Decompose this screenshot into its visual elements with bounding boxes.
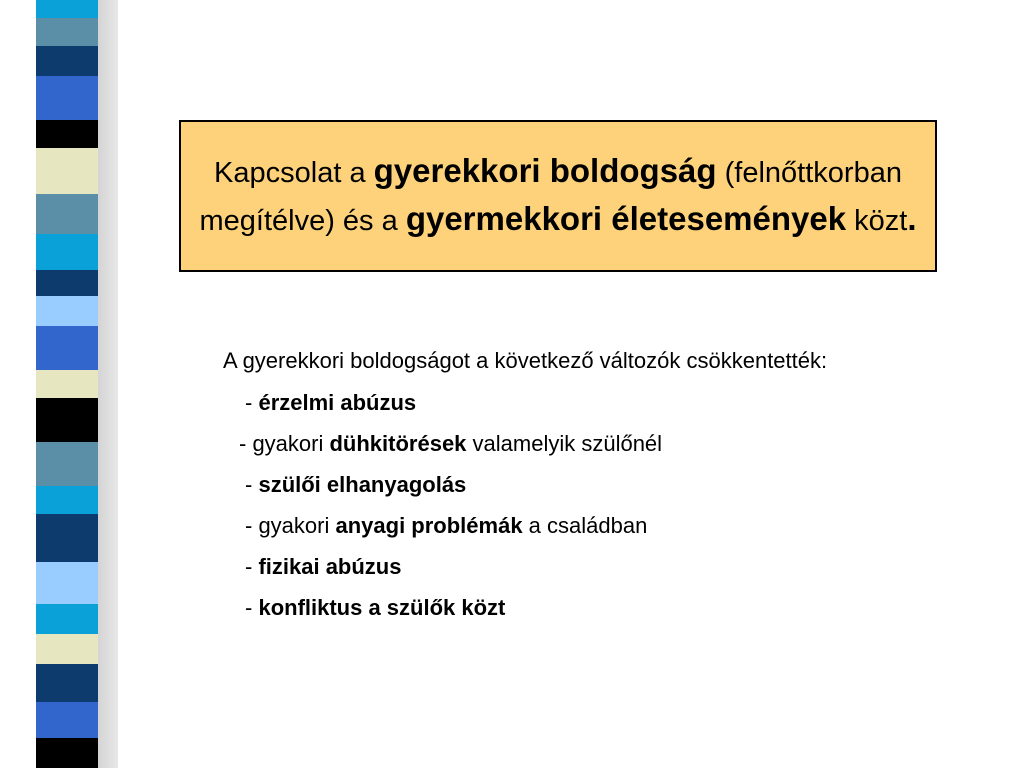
- list-item: [223, 505, 923, 546]
- list-item: [223, 546, 923, 587]
- title-part3: közt: [846, 205, 908, 237]
- item-bold: dühkitörések: [329, 431, 467, 456]
- title-bold1: gyerekkori boldogság: [373, 152, 717, 189]
- list-item: [223, 382, 923, 423]
- title-box: [179, 120, 937, 272]
- item-prefix: -: [245, 554, 259, 579]
- intro-text: A gyerekkori boldogságot a következő változók csökkentették:: [223, 348, 828, 373]
- item-prefix: - gyakori: [245, 513, 336, 538]
- slide-body: [223, 345, 923, 628]
- item-bold: fizikai abúzus: [258, 554, 402, 579]
- item-suffix: a családban: [522, 513, 648, 538]
- list-item: [223, 464, 923, 505]
- item-suffix: valamelyik szülőnél: [466, 431, 663, 456]
- title-part2: (felnőttkorban megítélve) és a: [199, 157, 902, 237]
- item-bold: konfliktus a szülők közt: [258, 595, 506, 620]
- item-bold: szülői elhanyagolás: [258, 472, 467, 497]
- title-bold2: gyermekkori életesemények: [405, 200, 847, 237]
- item-bold: érzelmi abúzus: [258, 390, 417, 415]
- item-bold: anyagi problémák: [335, 513, 523, 538]
- slide-title: [181, 148, 935, 244]
- list-item: [223, 587, 923, 628]
- decorative-stripe: [36, 0, 98, 768]
- item-prefix: -: [245, 390, 259, 415]
- title-part1: Kapcsolat a: [214, 157, 374, 189]
- title-end: .: [907, 200, 917, 237]
- list-item: [223, 423, 923, 464]
- item-prefix: -: [245, 472, 259, 497]
- item-prefix: - gyakori: [239, 431, 330, 456]
- item-prefix: -: [245, 595, 259, 620]
